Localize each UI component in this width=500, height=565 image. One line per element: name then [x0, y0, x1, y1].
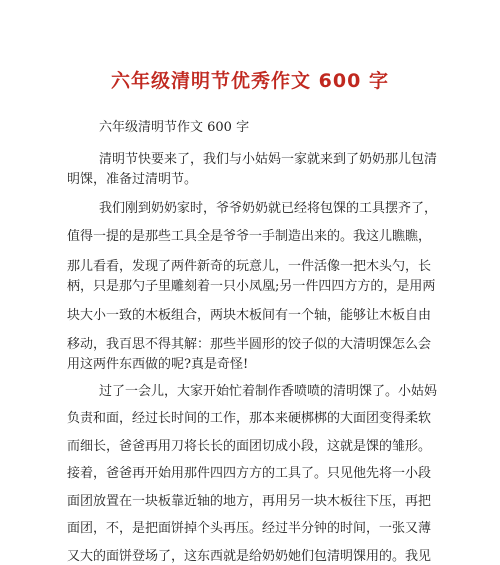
text-line: 柄，只是那勺子里雕刻着一只小凤凰;另一件四四方方的，是用两 — [67, 279, 436, 294]
text-line: 又大的面饼登场了，这东西就是给奶奶她们包清明馃用的。我见 — [67, 549, 432, 564]
text-line: 负责和面，经过长时间的工作，那本来硬梆梆的大面团变得柔软 — [67, 411, 432, 426]
text-line: 而细长，爸爸再用刀将长长的面团切成小段，这就是馃的雏形。 — [67, 439, 432, 454]
text-line: 我们刚到奶奶家时，爷爷奶奶就已经将包馃的工具摆齐了， — [99, 201, 438, 216]
text-line: 面团，不，是把面饼掉个头再压。经过半分钟的时间，一张又薄 — [67, 521, 432, 536]
text-line: 那儿看看，发现了两件新奇的玩意儿，一件活像一把木头勺，长 — [67, 259, 432, 274]
text-line: 面团放置在一块板靠近轴的地方，再用另一块木板往下压，再把 — [67, 494, 432, 509]
document-subtitle: 六年级清明节作文 600 字 — [99, 120, 250, 135]
text-line: 清明节快要来了，我们与小姑妈一家就来到了奶奶那儿包清 — [99, 152, 438, 167]
text-line: 块大小一致的木板组合，两块木板间有一个轴，能够让木板自由 — [67, 308, 432, 323]
text-line: 接着，爸爸再开始用那件四四方方的工具了。只见他先将一小段 — [67, 466, 432, 481]
text-line: 移动，我百思不得其解：那些半圆形的饺子似的大清明馃怎么会 — [67, 337, 432, 352]
text-line: 用这两件东西做的呢?真是奇怪! — [67, 357, 249, 372]
text-line: 明馃，准备过清明节。 — [67, 172, 198, 187]
text-line: 值得一提的是那些工具全是爷爷一手制造出来的。我这儿瞧瞧， — [67, 229, 432, 244]
text-line: 过了一会儿，大家开始忙着制作香喷喷的清明馃了。小姑妈 — [99, 384, 438, 399]
document-title: 六年级清明节优秀作文 600 字 — [111, 70, 389, 92]
